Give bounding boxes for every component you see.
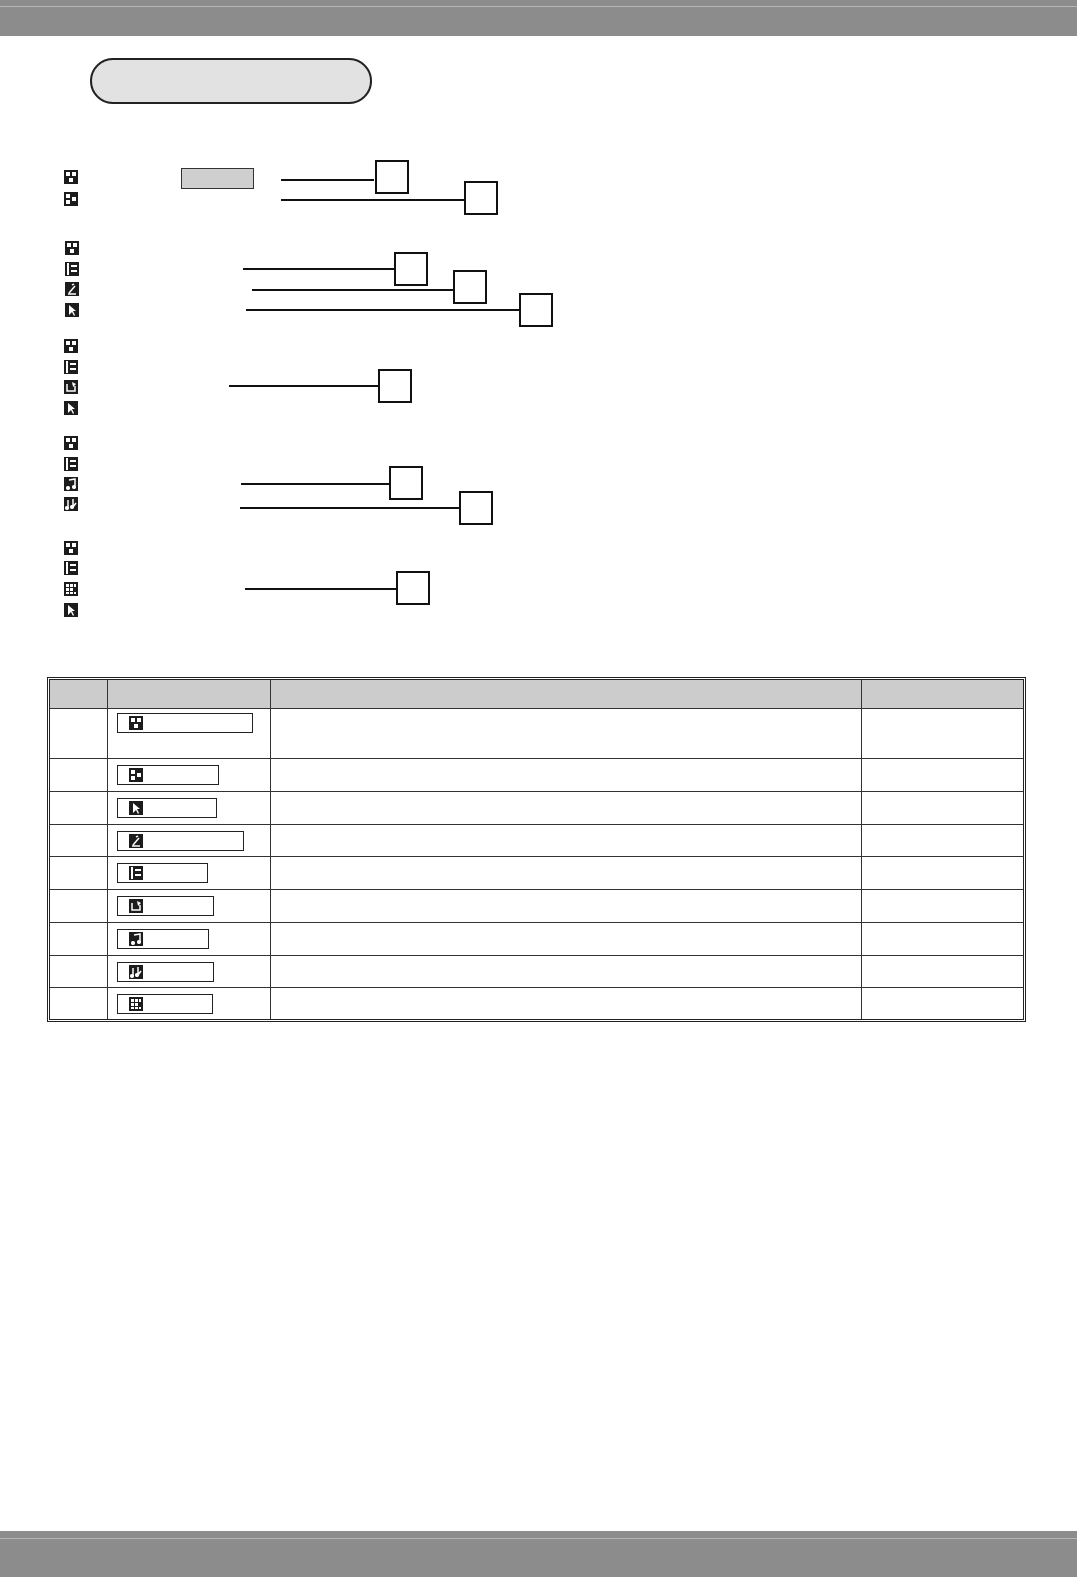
header-no — [50, 680, 108, 709]
table-row — [50, 857, 1023, 890]
crd-icon — [129, 768, 143, 782]
callout-line — [243, 268, 394, 270]
cbr-button[interactable] — [117, 713, 253, 733]
icon-table — [47, 677, 1026, 1022]
header-icon — [108, 680, 271, 709]
film-icon — [129, 866, 143, 880]
film-icon — [64, 360, 78, 374]
callout-box — [519, 293, 553, 327]
callout-line — [245, 588, 397, 590]
crd-button[interactable] — [117, 765, 219, 785]
header-description — [271, 680, 862, 709]
cursor-button[interactable] — [117, 798, 217, 818]
cbr-icon — [64, 170, 78, 184]
table-row — [50, 759, 1023, 792]
callout-line — [241, 483, 389, 485]
callout-box — [464, 181, 498, 215]
rotate-icon — [64, 380, 78, 394]
callout-box — [375, 160, 409, 194]
callout-box — [459, 491, 493, 525]
rotate-icon — [129, 899, 143, 913]
crd-icon — [64, 192, 78, 206]
callout-box — [394, 252, 428, 286]
film-button[interactable] — [117, 863, 208, 883]
header-bar — [0, 0, 1077, 36]
table-row — [50, 890, 1023, 923]
cbr-icon — [64, 339, 78, 353]
header-value — [862, 680, 1023, 709]
callout-box — [378, 369, 412, 403]
cbr-icon — [129, 716, 143, 730]
callout-line — [246, 309, 519, 311]
grid-icon — [129, 997, 143, 1011]
double-note-icon — [129, 965, 143, 979]
callout-line — [229, 385, 379, 387]
cbr-icon — [64, 541, 78, 555]
callout-box — [389, 466, 423, 500]
callout-box — [396, 571, 430, 605]
section-title-pill — [90, 58, 372, 104]
table-row — [50, 709, 1023, 759]
cbr-icon — [64, 436, 78, 450]
double-note-button[interactable] — [117, 962, 214, 982]
footer-bar — [0, 1531, 1077, 1577]
film-icon — [65, 262, 79, 276]
cbr-icon — [65, 241, 79, 255]
table-row — [50, 792, 1023, 825]
table-row — [50, 956, 1023, 988]
grid-icon — [64, 582, 78, 596]
grid-button[interactable] — [117, 994, 213, 1014]
grey-button[interactable] — [181, 168, 254, 189]
rotate-button[interactable] — [117, 896, 214, 916]
row-value — [862, 709, 1023, 759]
film-icon — [64, 457, 78, 471]
callout-line — [240, 507, 460, 509]
callout-line — [281, 179, 374, 181]
skater-icon — [65, 282, 79, 296]
music-note-icon — [64, 477, 78, 491]
skater-button[interactable] — [117, 831, 244, 851]
table-row — [50, 825, 1023, 857]
callout-line — [252, 289, 453, 291]
cursor-icon — [65, 303, 79, 317]
cursor-icon — [64, 401, 78, 415]
callout-line — [281, 199, 464, 201]
double-note-icon — [64, 497, 78, 511]
skater-icon — [129, 834, 143, 848]
row-number — [50, 709, 108, 759]
row-description — [271, 709, 862, 759]
music-note-button[interactable] — [117, 929, 209, 949]
music-note-icon — [129, 932, 143, 946]
cursor-icon — [64, 603, 78, 617]
table-row — [50, 923, 1023, 956]
callout-box — [453, 270, 487, 304]
film-icon — [64, 561, 78, 575]
cursor-icon — [129, 801, 143, 815]
table-row — [50, 988, 1023, 1019]
